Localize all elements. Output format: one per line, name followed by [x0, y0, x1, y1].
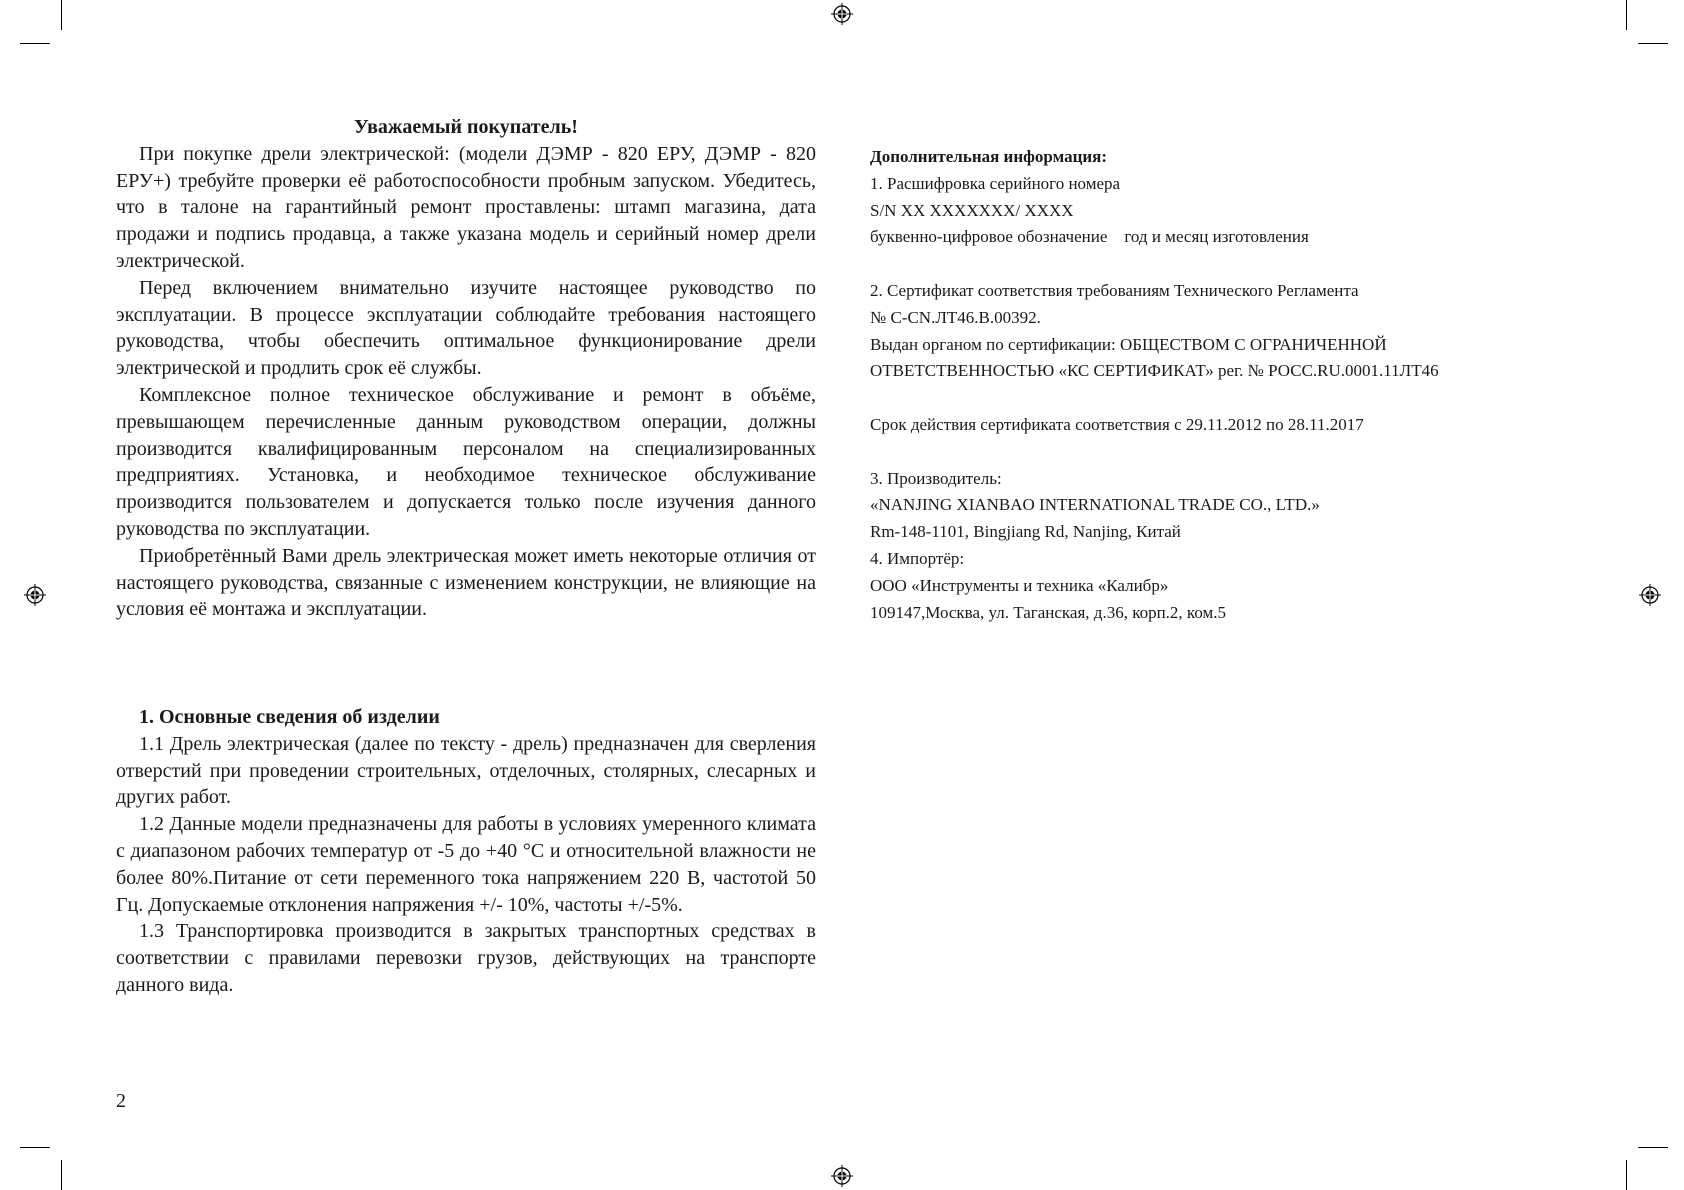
intro-section	[116, 114, 816, 623]
intro-paragraph: При покупке дрели электрической: (модели ДЭМР - 820 ЕРУ, ДЭМР - 820 ЕРУ+) требуйте проверки её работоспособности пробным запуском. Убедитесь, что в талоне на гарантийный ремонт проставлены: штамп магазина, дата продажи и подпись продавца, а также указана модель и серийный номер дрели электрической.	[116, 142, 816, 272]
crop-mark-bottom-left-h	[20, 1147, 50, 1148]
serial-legend: буквенно-цифровое обозначение год и месяц изготовления	[870, 227, 1309, 247]
additional-info	[870, 144, 1570, 626]
intro-paragraph: Приобретённый Вами дрель электрическая может иметь некоторые отличия от настоящего руководства, связанные с изменением конструкции, не влияющие на условия её монтажа и эксплуатации.	[116, 544, 816, 621]
intro-paragraph: Перед включением внимательно изучите настоящее руководство по эксплуатации. В процессе эксплуатации соблюдайте требования настоящего руководства, чтобы обеспечить оптимальное функционирование дрели электрической и продлить срок её службы.	[116, 276, 816, 380]
cert-number: № C-CN.ЛТ46.В.00392.	[870, 307, 1041, 327]
registration-mark-icon	[24, 584, 46, 606]
registration-mark-icon	[831, 1165, 853, 1187]
manufacturer-name: «NANJING XIANBAO INTERNATIONAL TRADE CO., LTD.»	[870, 495, 1320, 515]
cert-issuer: Выдан органом по сертификации: ОБЩЕСТВОМ С ОГРАНИЧЕННОЙ	[870, 334, 1387, 354]
section-paragraph: 1.2 Данные модели предназначены для работы в условиях умеренного климата с диапазоном рабочих температур от -5 до +40 °С и относительной влажности не более 80%.Питание от сети переменного тока напряжением 220 В, частотой 50 Гц. Допускаемые отклонения напряжения +/- 10%, частоты +/-5%.	[116, 813, 816, 916]
additional-info-title: Дополнительная информация:	[870, 147, 1108, 166]
cert-heading: 2. Сертификат соответствия требованиям Технического Регламента	[870, 280, 1359, 300]
importer-address: 109147,Москва, ул. Таганская, д.36, корп.2, ком.5	[870, 602, 1227, 622]
cert-issuer: ОТВЕТСТВЕННОСТЬЮ «КС СЕРТИФИКАТ» рег. № РОСС.RU.0001.11ЛТ46	[870, 361, 1439, 381]
page-number: 2	[116, 1090, 126, 1112]
basic-info-section	[116, 704, 816, 999]
importer-name: ООО «Инструменты и техника «Калибр»	[870, 575, 1169, 595]
registration-mark-icon	[831, 3, 853, 25]
intro-paragraph: Комплексное полное техническое обслуживание и ремонт в объёме, превышающем перечисленные данным руководством операции, должны производится квалифицированным персоналом на специализированных предприятиях. Установка, и необходимое техническое обслуживание производится пользователем и допускается только после изучения данного руководства по эксплуатации.	[116, 383, 816, 540]
manufacturer-heading: 3. Производитель:	[870, 468, 1002, 488]
crop-mark-bottom-right-v	[1626, 1160, 1627, 1190]
crop-mark-bottom-right-h	[1638, 1147, 1668, 1148]
intro-heading: Уважаемый покупатель!	[354, 116, 578, 138]
crop-mark-top-right-v	[1626, 0, 1627, 30]
cert-validity: Срок действия сертификата соответствия с 29.11.2012 по 28.11.2017	[870, 414, 1364, 434]
section-paragraph: 1.3 Транспортировка производится в закрытых транспортных средствах в соответствии с правилами перевозки грузов, действующих на транспорте данного вида.	[116, 920, 816, 996]
section-title: 1. Основные сведения об изделии	[139, 706, 440, 728]
manufacturer-address: Rm-148-1101, Bingjiang Rd, Nanjing, Китай	[870, 522, 1181, 542]
crop-mark-top-right-h	[1638, 43, 1668, 44]
crop-mark-top-left-v	[61, 0, 62, 30]
serial-format: S/N ХХ ХХХХХХХ/ ХХХХ	[870, 200, 1074, 220]
registration-mark-icon	[1639, 584, 1661, 606]
crop-mark-top-left-h	[20, 43, 50, 44]
crop-mark-bottom-left-v	[61, 1160, 62, 1190]
importer-heading: 4. Импортёр:	[870, 548, 965, 568]
serial-heading: 1. Расшифровка серийного номера	[870, 173, 1121, 193]
section-paragraph: 1.1 Дрель электрическая (далее по тексту - дрель) предназначен для сверления отверстий при проведении строительных, отделочных, столярных, слесарных и других работ.	[116, 732, 816, 809]
